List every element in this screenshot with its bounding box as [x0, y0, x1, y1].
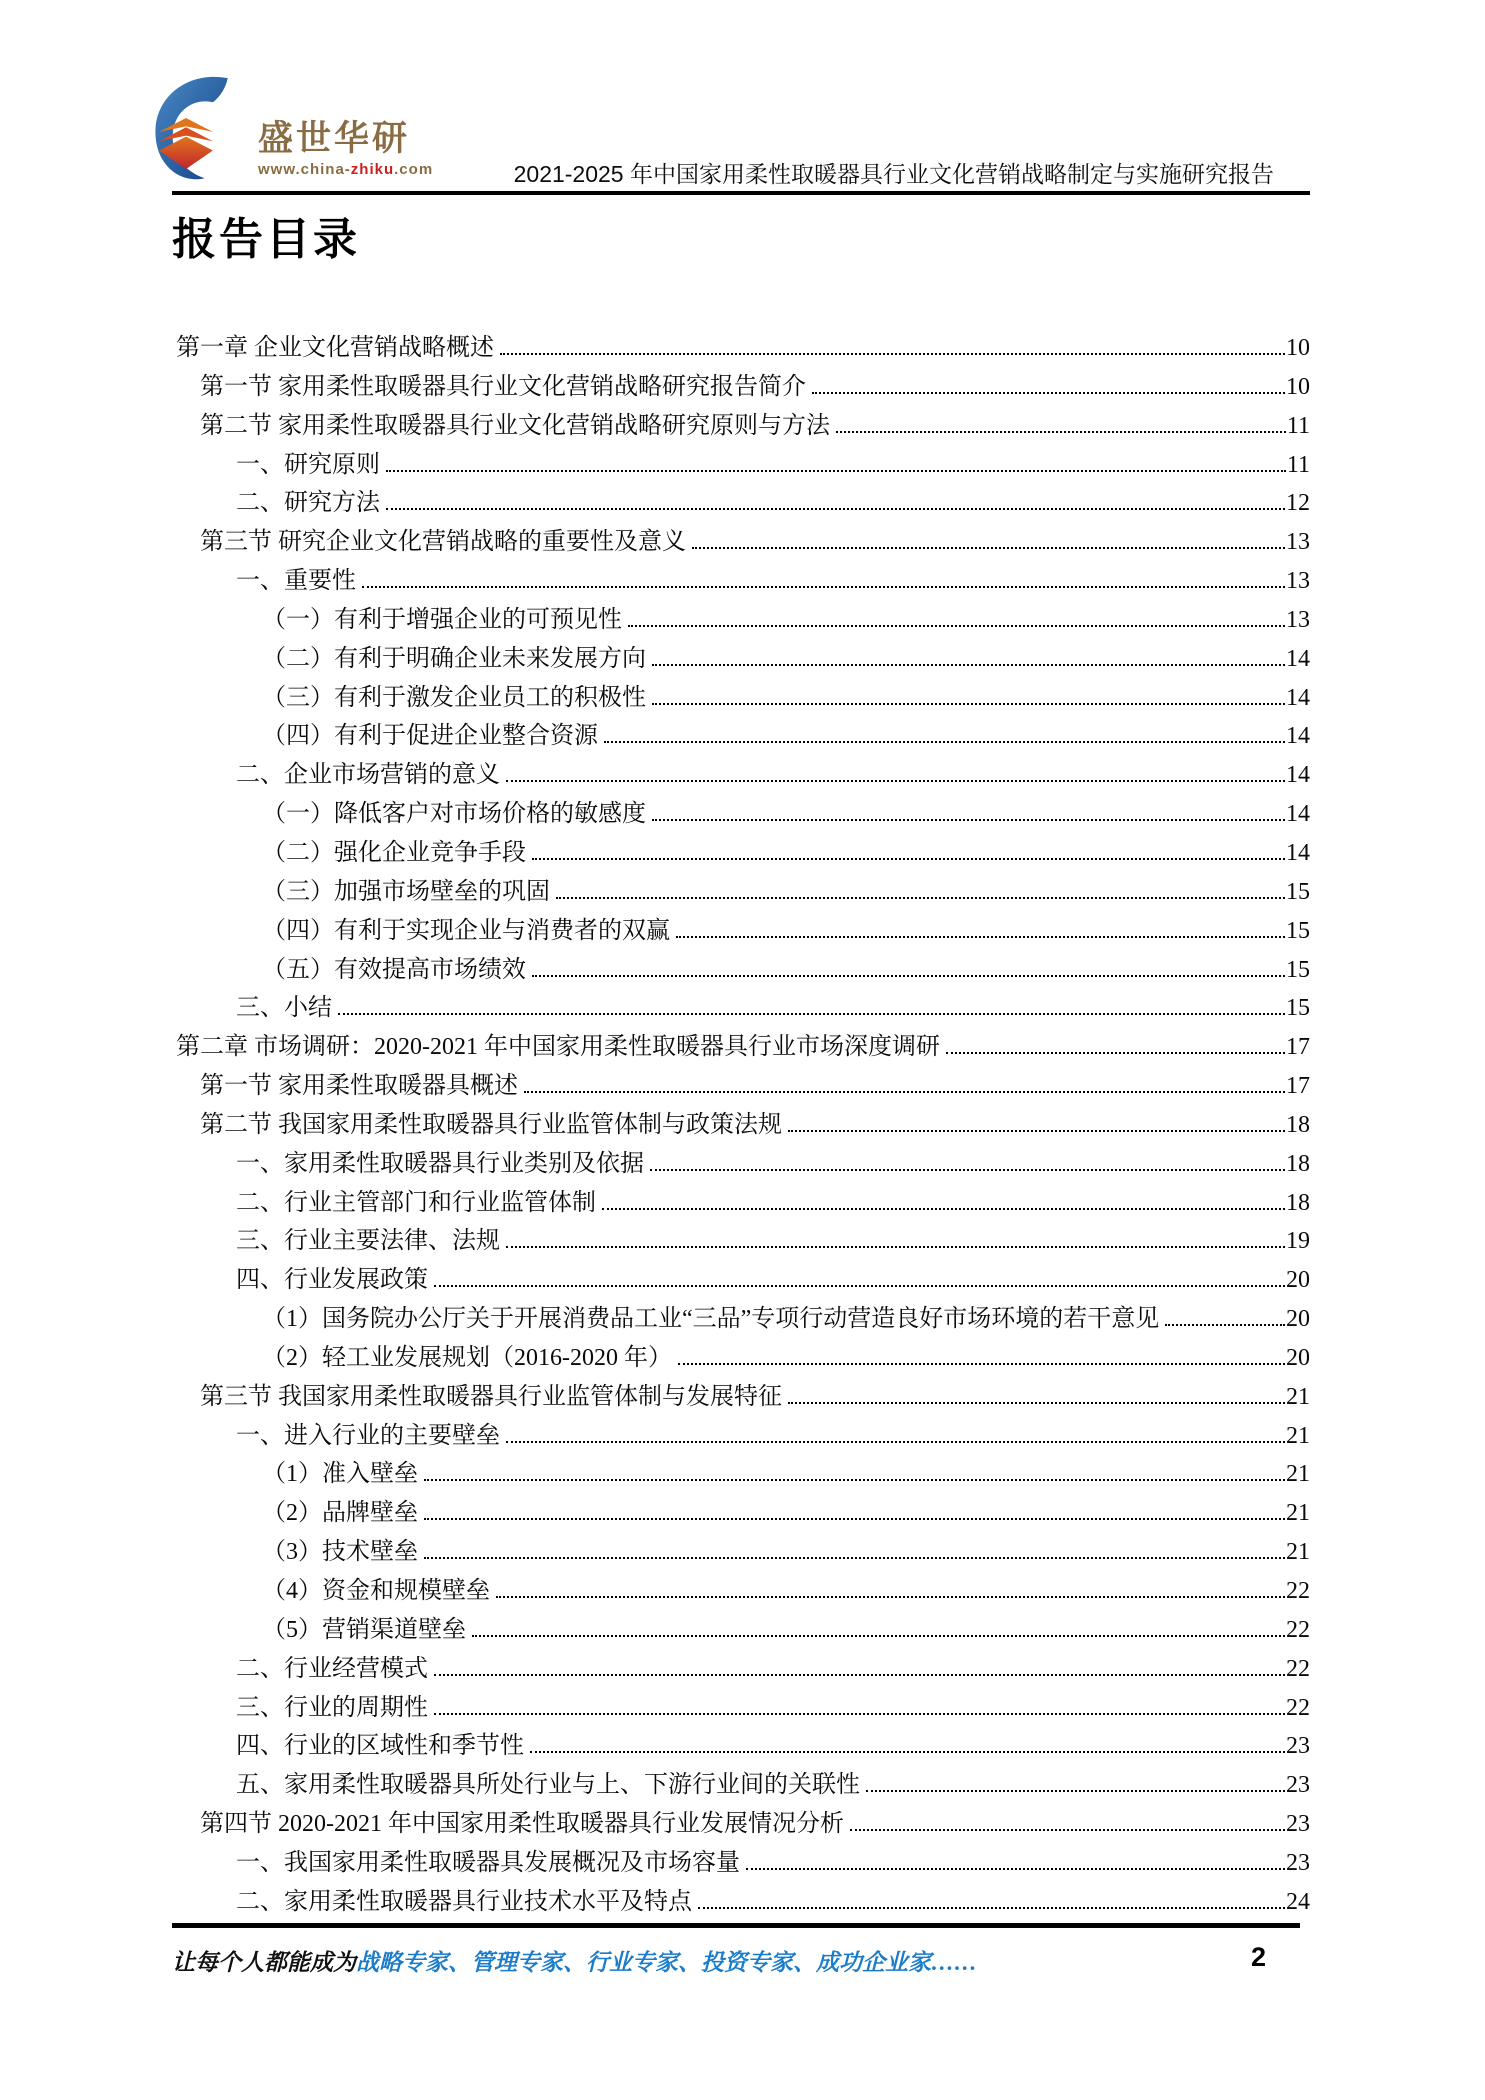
- toc-entry-page: 22: [1286, 1616, 1310, 1643]
- toc-leader-dots: [692, 547, 1285, 549]
- toc-entry-page: 21: [1286, 1422, 1310, 1449]
- footer-slogan-prefix: 让每个人都能成为: [172, 1950, 356, 1975]
- toc-entry[interactable]: [172, 1453, 1310, 1492]
- toc-entry[interactable]: [172, 1842, 1310, 1881]
- toc-entry-title: 三、行业主要法律、法规: [236, 1228, 500, 1255]
- toc-entry[interactable]: [172, 1182, 1310, 1221]
- toc-entry[interactable]: [172, 793, 1310, 832]
- toc-entry[interactable]: [172, 1415, 1310, 1454]
- toc-entry-page: 18: [1286, 1111, 1310, 1138]
- toc-entry-title: 二、研究方法: [236, 490, 380, 517]
- toc-entry[interactable]: [172, 1725, 1310, 1764]
- toc-entry-title: 三、小结: [236, 995, 332, 1022]
- toc-entry[interactable]: [172, 482, 1310, 521]
- toc-leader-dots: [530, 1751, 1285, 1753]
- toc-entry[interactable]: [172, 987, 1310, 1026]
- toc-entry[interactable]: [172, 1803, 1310, 1842]
- toc-entry[interactable]: [172, 1609, 1310, 1648]
- toc-entry-page: 22: [1286, 1694, 1310, 1721]
- toc-leader-dots: [628, 625, 1285, 627]
- toc-entry[interactable]: [172, 560, 1310, 599]
- toc-leader-dots: [788, 1402, 1285, 1404]
- toc-leader-dots: [850, 1829, 1285, 1831]
- report-title: 2021-2025 年中国家用柔性取暖器具行业文化营销战略制定与实施研究报告: [513, 161, 1274, 187]
- toc-entry-page: 17: [1286, 1034, 1310, 1061]
- toc-entry-page: 20: [1286, 1344, 1310, 1371]
- toc-entry-page: 14: [1286, 723, 1310, 750]
- toc-entry-title: 第一节 家用柔性取暖器具行业文化营销战略研究报告简介: [200, 373, 806, 400]
- toc-leader-dots: [650, 1169, 1285, 1171]
- brand-logo: [148, 74, 433, 188]
- toc-entry-title: 三、行业的周期性: [236, 1694, 428, 1721]
- toc-entry-title: 四、行业发展政策: [236, 1267, 428, 1294]
- toc-entry-page: 23: [1286, 1849, 1310, 1876]
- toc-entry[interactable]: [172, 871, 1310, 910]
- toc-leader-dots: [506, 1246, 1285, 1248]
- toc-entry-title: 二、行业主管部门和行业监管体制: [236, 1189, 596, 1216]
- brand-url-highlight: zhiku: [350, 161, 395, 178]
- toc-entry-page: 14: [1286, 801, 1310, 828]
- toc-entry-page: 11: [1286, 451, 1310, 478]
- toc-entry[interactable]: [172, 521, 1310, 560]
- toc-entry[interactable]: [172, 1065, 1310, 1104]
- toc-entry-title: 一、研究原则: [236, 451, 380, 478]
- toc-leader-dots: [788, 1130, 1285, 1132]
- toc-entry-page: 14: [1286, 762, 1310, 789]
- toc-entry-page: 14: [1286, 645, 1310, 672]
- toc-leader-dots: [1165, 1324, 1285, 1326]
- toc-entry-title: （五）有效提高市场绩效: [262, 956, 526, 983]
- toc-leader-dots: [532, 975, 1285, 977]
- toc-leader-dots: [496, 1596, 1285, 1598]
- toc-entry-page: 23: [1286, 1811, 1310, 1838]
- toc-leader-dots: [500, 353, 1285, 355]
- toc-entry-page: 14: [1286, 684, 1310, 711]
- toc-entry-page: 21: [1286, 1539, 1310, 1566]
- toc-entry[interactable]: [172, 1687, 1310, 1726]
- toc-entry[interactable]: [172, 949, 1310, 988]
- toc-leader-dots: [652, 664, 1285, 666]
- header-divider: [172, 191, 1310, 195]
- toc-entry[interactable]: [172, 1764, 1310, 1803]
- toc-leader-dots: [524, 1091, 1285, 1093]
- toc-entry-title: 二、企业市场营销的意义: [236, 762, 500, 789]
- toc-entry-title: （三）有利于激发企业员工的积极性: [262, 684, 646, 711]
- toc-entry-title: 第二节 家用柔性取暖器具行业文化营销战略研究原则与方法: [200, 412, 830, 439]
- toc-entry-page: 24: [1286, 1888, 1310, 1915]
- toc-entry-page: 15: [1286, 917, 1310, 944]
- toc-list: [172, 327, 1310, 1920]
- toc-entry-title: 二、行业经营模式: [236, 1655, 428, 1682]
- logo-mark-icon: [148, 74, 250, 188]
- toc-entry-page: 15: [1286, 956, 1310, 983]
- toc-leader-dots: [424, 1518, 1285, 1520]
- toc-entry[interactable]: [172, 1531, 1310, 1570]
- toc-entry-page: 23: [1286, 1772, 1310, 1799]
- page-title: 报告目录: [172, 215, 360, 264]
- toc-leader-dots: [866, 1790, 1285, 1792]
- toc-entry-page: 22: [1286, 1655, 1310, 1682]
- toc-leader-dots: [602, 1208, 1285, 1210]
- toc-leader-dots: [812, 392, 1285, 394]
- toc-entry[interactable]: [172, 1220, 1310, 1259]
- toc-leader-dots: [362, 586, 1285, 588]
- toc-entry[interactable]: [172, 832, 1310, 871]
- footer-slogan-highlight: 战略专家、管理专家、行业专家、投资专家、成功企业家……: [356, 1950, 977, 1975]
- toc-entry-title: （4）资金和规模壁垒: [262, 1578, 490, 1604]
- toc-entry-page: 18: [1286, 1189, 1310, 1216]
- toc-entry[interactable]: [172, 599, 1310, 638]
- toc-leader-dots: [946, 1052, 1285, 1054]
- toc-entry[interactable]: [172, 405, 1310, 444]
- toc-leader-dots: [472, 1635, 1285, 1637]
- toc-entry-page: 15: [1286, 995, 1310, 1022]
- toc-entry-page: 10: [1286, 373, 1310, 400]
- toc-entry-title: 第二节 我国家用柔性取暖器具行业监管体制与政策法规: [200, 1111, 782, 1138]
- toc-entry-page: 17: [1286, 1073, 1310, 1100]
- toc-entry-page: 10: [1286, 335, 1310, 361]
- brand-url-suffix: .com: [394, 161, 434, 178]
- toc-entry-title: 一、家用柔性取暖器具行业类别及依据: [236, 1150, 644, 1177]
- toc-entry[interactable]: [172, 1259, 1310, 1298]
- toc-entry-title: 第一章 企业文化营销战略概述: [176, 335, 494, 361]
- toc-entry-title: （三）加强市场壁垒的巩固: [262, 878, 550, 905]
- toc-entry-title: （四）有利于实现企业与消费者的双赢: [262, 917, 670, 944]
- toc-leader-dots: [506, 780, 1285, 782]
- toc-entry-title: （二）有利于明确企业未来发展方向: [262, 645, 646, 672]
- toc-leader-dots: [556, 897, 1285, 899]
- toc-entry-title: 一、进入行业的主要壁垒: [236, 1422, 500, 1449]
- toc-entry-page: 14: [1286, 839, 1310, 866]
- toc-entry[interactable]: [172, 1492, 1310, 1531]
- toc-leader-dots: [506, 1441, 1285, 1443]
- toc-leader-dots: [386, 508, 1285, 510]
- toc-leader-dots: [746, 1868, 1285, 1870]
- toc-entry[interactable]: [172, 366, 1310, 405]
- toc-entry[interactable]: [172, 327, 1310, 366]
- toc-entry-title: 五、家用柔性取暖器具所处行业与上、下游行业间的关联性: [236, 1772, 860, 1799]
- toc-entry[interactable]: [172, 1648, 1310, 1687]
- toc-entry[interactable]: [172, 910, 1310, 949]
- toc-entry[interactable]: [172, 677, 1310, 716]
- toc-entry-page: 13: [1286, 529, 1310, 556]
- toc-entry-page: 12: [1286, 490, 1310, 517]
- toc-entry-page: 18: [1286, 1150, 1310, 1177]
- toc-entry[interactable]: [172, 715, 1310, 754]
- toc-entry[interactable]: [172, 1143, 1310, 1182]
- brand-name: 盛世华研: [258, 119, 411, 159]
- toc-entry-title: 第一节 家用柔性取暖器具概述: [200, 1073, 518, 1100]
- toc-entry-title: 第三节 研究企业文化营销战略的重要性及意义: [200, 529, 686, 556]
- toc-leader-dots: [338, 1013, 1285, 1015]
- toc-leader-dots: [386, 470, 1286, 472]
- toc-entry-title: （3）技术壁垒: [262, 1539, 418, 1566]
- toc-entry[interactable]: [172, 1881, 1310, 1920]
- toc-leader-dots: [836, 431, 1286, 433]
- toc-entry-title: 第二章 市场调研：2020-2021 年中国家用柔性取暖器具行业市场深度调研: [176, 1034, 940, 1061]
- toc-leader-dots: [424, 1557, 1285, 1559]
- toc-leader-dots: [698, 1907, 1285, 1909]
- toc-entry-page: 19: [1286, 1228, 1310, 1255]
- toc-entry[interactable]: [172, 638, 1310, 677]
- toc-entry-title: 一、重要性: [236, 568, 356, 595]
- toc-entry-title: （1）国务院办公厅关于开展消费品工业“三品”专项行动营造良好市场环境的若干意见: [262, 1306, 1160, 1333]
- toc-entry[interactable]: [172, 754, 1310, 793]
- toc-entry[interactable]: [172, 1570, 1310, 1609]
- toc-leader-dots: [434, 1674, 1285, 1676]
- toc-entry-page: 21: [1286, 1461, 1310, 1488]
- toc-entry-page: 21: [1286, 1383, 1310, 1410]
- brand-url-prefix: www.china-: [258, 161, 351, 178]
- footer-slogan: [172, 1944, 977, 1977]
- toc-entry-title: 第三节 我国家用柔性取暖器具行业监管体制与发展特征: [200, 1383, 782, 1410]
- toc-entry-title: （一）降低客户对市场价格的敏感度: [262, 801, 646, 828]
- toc-entry-title: 一、我国家用柔性取暖器具发展概况及市场容量: [236, 1849, 740, 1876]
- toc-entry[interactable]: [172, 444, 1310, 483]
- toc-entry-page: 23: [1286, 1733, 1310, 1760]
- toc-leader-dots: [678, 1363, 1285, 1365]
- page-number: 2: [1250, 1942, 1266, 1972]
- toc-entry-title: （一）有利于增强企业的可预见性: [262, 606, 622, 633]
- toc-entry-title: （5）营销渠道壁垒: [262, 1616, 466, 1643]
- toc-entry[interactable]: [172, 1337, 1310, 1376]
- brand-url: [258, 161, 433, 178]
- toc-leader-dots: [604, 741, 1285, 743]
- toc-entry[interactable]: [172, 1376, 1310, 1415]
- toc-entry-title: 第四节 2020-2021 年中国家用柔性取暖器具行业发展情况分析: [200, 1811, 844, 1838]
- toc-entry[interactable]: [172, 1026, 1310, 1065]
- toc-leader-dots: [652, 819, 1285, 821]
- toc-leader-dots: [434, 1285, 1285, 1287]
- toc-entry-page: 15: [1286, 878, 1310, 905]
- toc-entry-title: （四）有利于促进企业整合资源: [262, 723, 598, 750]
- logo-text-block: [250, 121, 433, 188]
- toc-entry-page: 21: [1286, 1500, 1310, 1527]
- toc-entry-title: 四、行业的区域性和季节性: [236, 1733, 524, 1760]
- toc-entry-page: 20: [1286, 1306, 1310, 1333]
- toc-entry[interactable]: [172, 1298, 1310, 1337]
- toc-leader-dots: [652, 703, 1285, 705]
- footer-divider: [172, 1923, 1300, 1928]
- toc-entry-page: 13: [1286, 606, 1310, 633]
- toc-leader-dots: [676, 936, 1285, 938]
- toc-entry-title: （1）准入壁垒: [262, 1461, 418, 1488]
- toc-entry[interactable]: [172, 1104, 1310, 1143]
- toc-leader-dots: [424, 1479, 1285, 1481]
- toc-entry-title: 二、家用柔性取暖器具行业技术水平及特点: [236, 1888, 692, 1915]
- toc-leader-dots: [532, 858, 1285, 860]
- toc-leader-dots: [434, 1713, 1285, 1715]
- toc-entry-page: 13: [1286, 568, 1310, 595]
- toc-entry-page: 20: [1286, 1267, 1310, 1294]
- toc-entry-page: 22: [1286, 1578, 1310, 1604]
- toc-entry-title: （2）品牌壁垒: [262, 1500, 418, 1527]
- toc-entry-title: （2）轻工业发展规划（2016-2020 年）: [262, 1344, 672, 1371]
- toc-entry-title: （二）强化企业竞争手段: [262, 839, 526, 866]
- toc-entry-page: 11: [1286, 412, 1310, 439]
